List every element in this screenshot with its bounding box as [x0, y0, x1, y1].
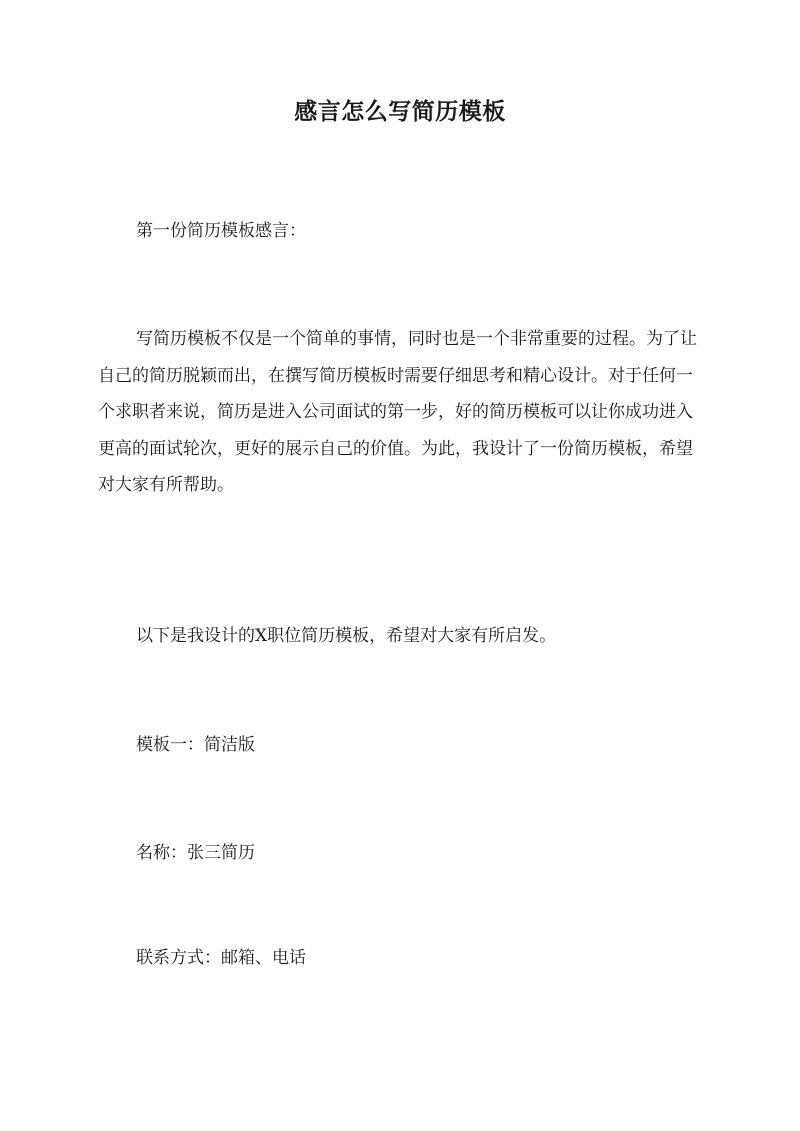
template-one-paragraph: 模板一：简洁版	[136, 735, 255, 755]
intro-heading-paragraph: 第一份简历模板感言：	[136, 221, 306, 241]
body-paragraph: 写简历模板不仅是一个简单的事情，同时也是一个非常重要的过程。为了让自己的简历脱颖而出，在撰写简历模板时需要仔细思考和精心设计。对于任何一个求职者来说，简历是进入公司面试的第一步，好的简历模板可以让你成功进入更高的面试轮次，更好的展示自己的价值。为此，我设计了一份简历模板，希望对大家有所帮助。	[98, 329, 697, 495]
following-paragraph: 以下是我设计的X职位简历模板，希望对大家有所启发。	[136, 626, 557, 646]
name-paragraph: 名称：张三简历	[136, 843, 255, 863]
document-title: 感言怎么写简历模板	[294, 98, 506, 125]
contact-paragraph: 联系方式：邮箱、电话	[136, 948, 306, 968]
